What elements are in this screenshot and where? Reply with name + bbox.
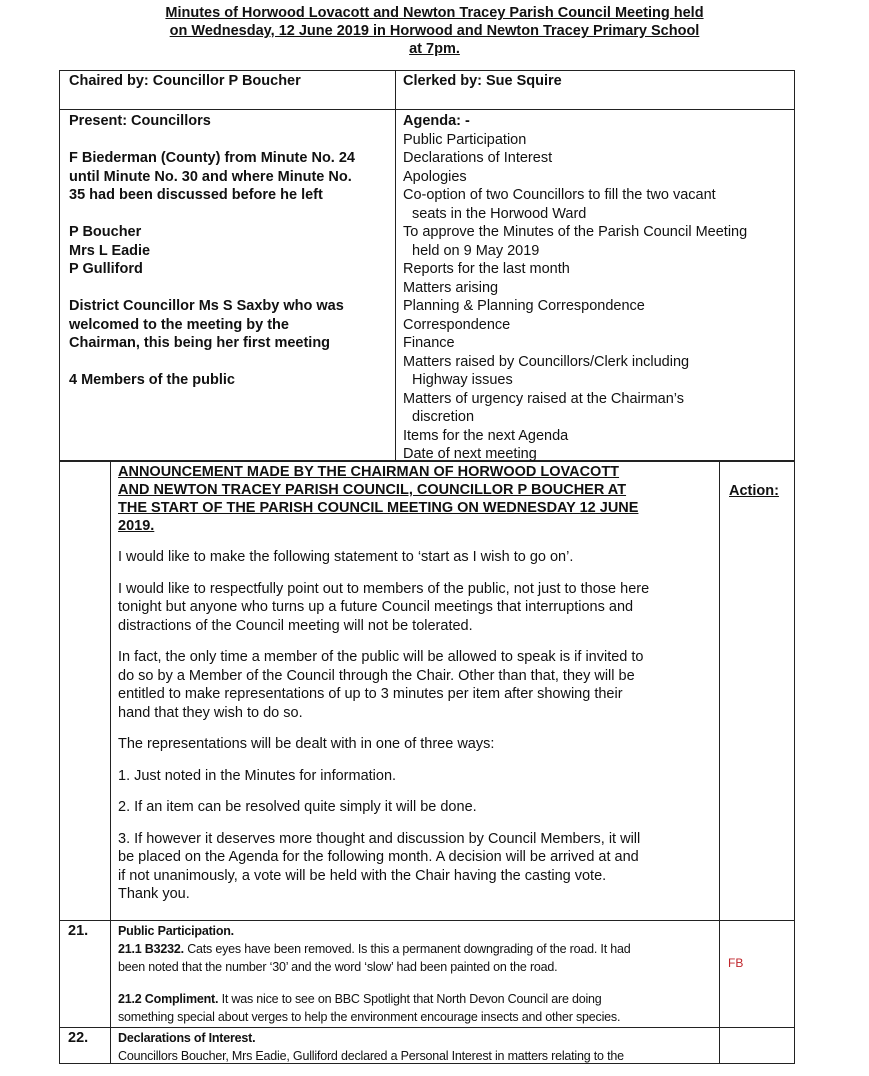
agenda-item: discretion [412,409,475,425]
announcement-heading-3: THE START OF THE PARISH COUNCIL MEETING ON WEDNESDAY 12 JUNE [118,500,639,516]
present-heading: Present: Councillors [69,113,211,129]
present-district-1: District Councillor Ms S Saxby who was [69,298,344,314]
agenda-heading: Agenda: - [403,113,470,129]
title-line-2: on Wednesday, 12 June 2019 in Horwood and Newton Tracey Primary School [169,23,700,39]
agenda-item: Highway issues [412,372,513,388]
paragraph-line: In fact, the only time a member of the public will be allowed to speak is if invited to [118,649,644,665]
agenda-item: To approve the Minutes of the Parish Council Meeting [403,224,748,240]
present-biederman-2: until Minute No. 30 and where Minute No. [69,168,352,185]
paragraph-line: if not unanimously, a vote will be held with the Chair having the casting vote. [118,867,607,884]
present-biederman-3: 35 had been discussed before he left [69,187,323,203]
present-district-3: Chairman, this being her first meeting [69,335,331,351]
minute-item-text: something special about verges to help the environment encourage insects and other species. [118,1010,621,1024]
header-row-divider [59,109,795,110]
minute-22-body [118,1029,716,1065]
paragraph-line: Thank you. [118,886,190,902]
agenda-item: Date of next meeting [403,446,537,462]
action-label: Action: [729,483,779,499]
announcement-paragraph: 2. If an item can be resolved quite simply it will be done. [118,799,477,815]
minute-number: 21. [68,923,89,939]
minute-item [118,990,716,1008]
minute-heading: Public Participation. [118,924,234,938]
paragraph-line: 3. If however it deserves more thought and discussion by Council Members, it will [118,830,641,847]
agenda-item: seats in the Horwood Ward [412,205,587,222]
announcement-block [118,463,714,904]
title-line-1: Minutes of Horwood Lovacott and Newton Tracey Parish Council Meeting held [165,5,704,21]
announcement-heading-2: AND NEWTON TRACEY PARISH COUNCIL, COUNCILLOR P BOUCHER AT [118,482,627,498]
announcement-paragraph: I would like to make the following statement to ‘start as I wish to go on’. [118,549,574,565]
paragraph-line: I would like to respectfully point out to members of the public, not just to those here [118,580,650,597]
minute-heading: Declarations of Interest. [118,1031,256,1045]
document-title [0,4,869,58]
minute-item-ref: 21.2 Compliment. [118,992,219,1006]
agenda-item: Reports for the last month [403,261,570,277]
minutes-action-divider [719,461,720,1064]
announcement-paragraph [118,830,714,904]
agenda-item: held on 9 May 2019 [412,242,540,259]
paragraph-line: entitled to make representations of up to 3 minutes per item after showing their [118,686,623,702]
agenda-item: Matters of urgency raised at the Chairman’s [403,390,685,407]
minute-item-text: Councillors Boucher, Mrs Eadie, Gulliford declared a Personal Interest in matters relating to the [118,1049,624,1063]
announcement-heading-1: ANNOUNCEMENT MADE BY THE CHAIRMAN OF HORWOOD LOVACOTT [118,464,620,480]
announcement-paragraph [118,648,714,722]
agenda-item: Matters arising [403,279,499,296]
agenda-item: Apologies [403,168,467,185]
present-section [69,112,391,390]
minute-item-text: It was nice to see on BBC Spotlight that North Devon Council are doing [218,992,602,1006]
minute-item-text: Cats eyes have been removed. Is this a permanent downgrading of the road. It had [183,942,631,956]
chaired-by: Chaired by: Councillor P Boucher [69,73,301,89]
agenda-item: Correspondence [403,316,511,333]
header-table-divider [395,70,396,461]
minute-item-text: been noted that the number ‘30’ and the word ‘slow’ had been painted on the road. [118,960,558,974]
present-councillor: P Boucher [69,224,142,240]
present-public: 4 Members of the public [69,372,235,388]
minute-number: 22. [68,1030,89,1046]
paragraph-line: hand that they wish to do so. [118,704,303,721]
paragraph-line: tonight but anyone who turns up a future Council meetings that interruptions and [118,599,634,615]
paragraph-line: distractions of the Council meeting will not be tolerated. [118,617,473,634]
announcement-heading-4: 2019. [118,518,155,534]
present-district-2: welcomed to the meeting by the [69,316,289,333]
agenda-section [403,112,791,464]
agenda-item: Public Participation [403,131,527,148]
minute-21-body [118,922,716,1026]
minutes-row-divider [59,1027,795,1028]
action-initials: FB [728,956,744,970]
clerked-by: Clerked by: Sue Squire [403,73,562,89]
present-biederman-1: F Biederman (County) from Minute No. 24 [69,150,355,166]
announcement-paragraph [118,580,714,636]
paragraph-line: do so by a Member of the Council through the Chair. Other than that, they will be [118,667,635,684]
paragraph-line: be placed on the Agenda for the following month. A decision will be arrived at and [118,849,639,865]
present-councillor: P Gulliford [69,261,143,277]
minutes-number-divider [110,461,111,1064]
announcement-paragraph: The representations will be dealt with in one of three ways: [118,736,495,752]
agenda-item: Matters raised by Councillors/Clerk including [403,353,690,370]
agenda-item: Co-option of two Councillors to fill the two vacant [403,187,716,203]
agenda-item: Planning & Planning Correspondence [403,298,645,314]
present-councillor: Mrs L Eadie [69,242,151,259]
agenda-item: Items for the next Agenda [403,427,569,444]
minutes-row-divider [59,920,795,921]
minute-item-ref: 21.1 B3232. [118,942,184,956]
minute-item [118,940,716,958]
agenda-item: Declarations of Interest [403,150,553,166]
announcement-paragraph: 1. Just noted in the Minutes for information. [118,767,397,784]
agenda-item: Finance [403,335,455,351]
title-line-3: at 7pm. [409,41,460,57]
